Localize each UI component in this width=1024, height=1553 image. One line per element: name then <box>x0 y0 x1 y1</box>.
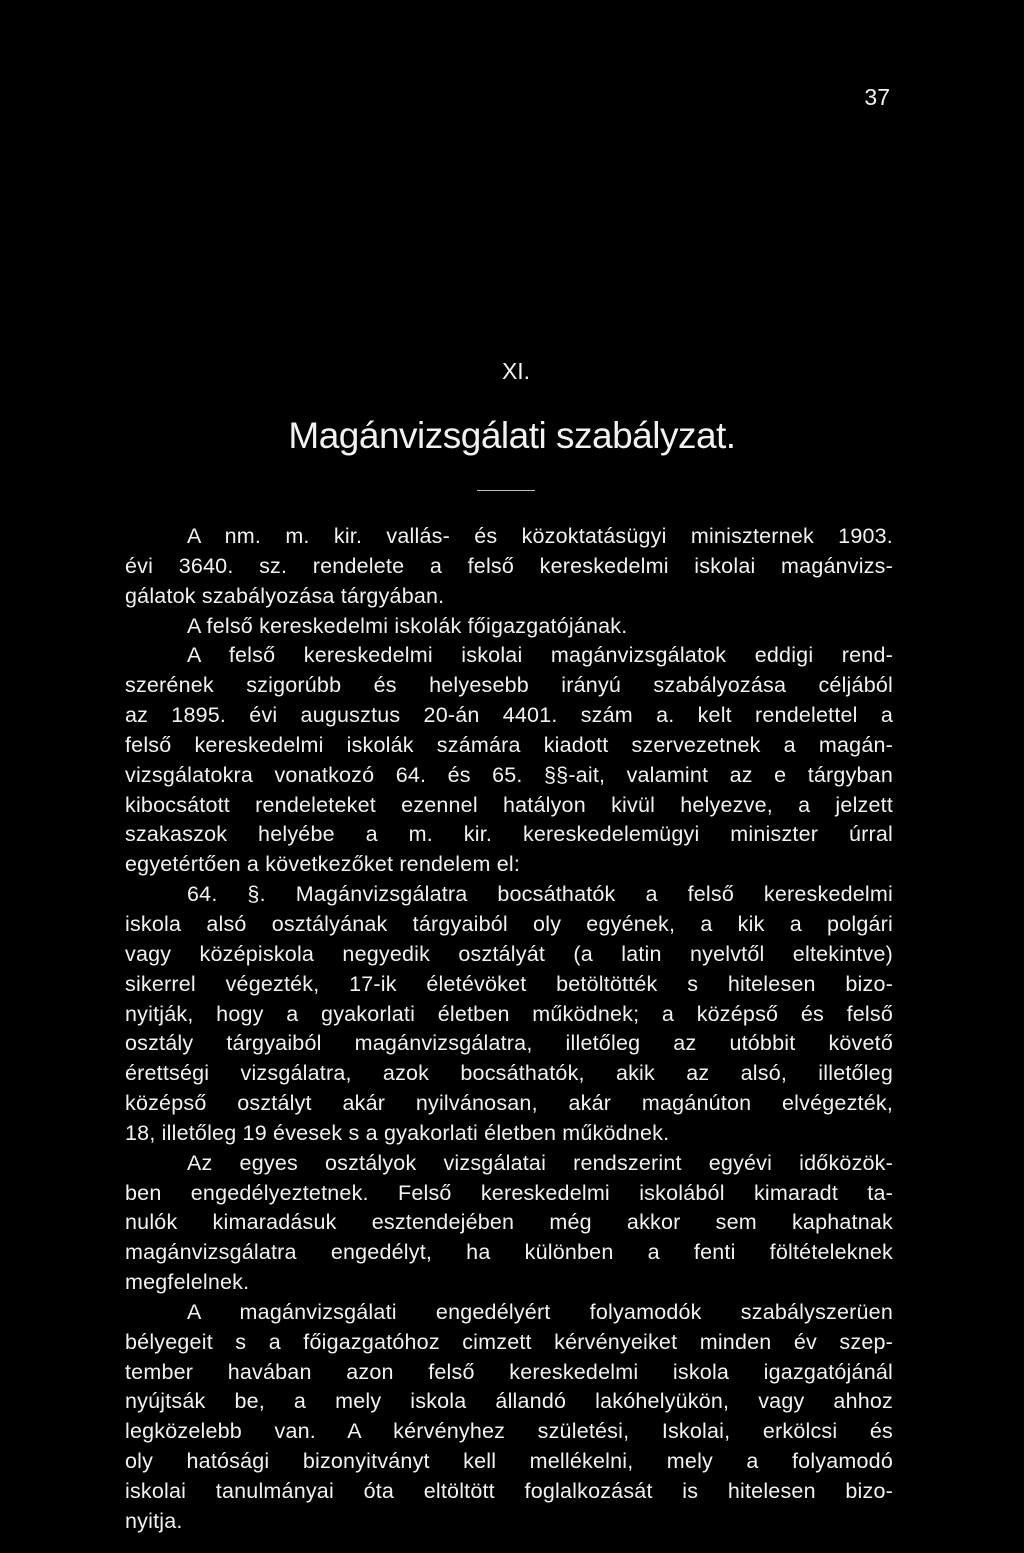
text-line: megfelelnek. <box>125 1270 250 1295</box>
text-line: bélyegeit s a főigazgatóhoz cimzett kérvényeiket minden év szep- <box>125 1329 893 1354</box>
text-line: iskolai tanulmányai óta eltöltött foglalkozását is hitelesen bizo- <box>125 1479 893 1503</box>
text-line: iskola alsó osztályának tárgyaiból oly egyének, a kik a polgári <box>125 911 893 936</box>
text-line: nyújtsák be, a mely iskola állandó lakóhelyükön, vagy ahhoz <box>125 1389 893 1414</box>
text-line: nulók kimaradásuk esztendejében még akkor sem kaphatnak <box>125 1210 893 1235</box>
text-line: tember havában azon felső kereskedelmi iskola igazgatójánál <box>125 1359 893 1384</box>
text-line: nyitják, hogy a gyakorlati életben működnek; a középső és felső <box>125 1001 893 1026</box>
text-line: ben engedélyeztetnek. Felső kereskedelmi iskolából kimaradt ta- <box>125 1180 893 1205</box>
text-line: kibocsátott rendeleteket ezennel hatályon kivül helyezve, a jelzett <box>125 792 893 817</box>
text-line: 18, illetőleg 19 évesek s a gyakorlati életben működnek. <box>125 1120 670 1145</box>
text-line: egyetértően a következőket rendelem el: <box>125 852 521 877</box>
text-line: sikerrel végezték, 17-ik életévöket betöltötték s hitelesen bizo- <box>125 971 893 996</box>
text-line: vizsgálatokra vonatkozó 64. és 65. §§-ait, valamint az e tárgyban <box>125 762 893 787</box>
text-line: szerének szigorúbb és helyesebb irányú szabályozása céljából <box>125 673 893 698</box>
text-line: A nm. m. kir. vallás- és közoktatásügyi miniszternek 1903. <box>187 524 893 548</box>
text-line: gálatok szabályozása tárgyában. <box>125 583 445 608</box>
text-line: nyitja. <box>125 1508 183 1533</box>
text-line: magánvizsgálatra engedélyt, ha különben a fenti föltételeknek <box>125 1240 893 1265</box>
text-line: legközelebb van. A kérvényhez születési, Iskolai, erkölcsi és <box>125 1419 893 1444</box>
page-title: Magánvizsgálati szabályzat. <box>288 415 736 456</box>
text-line: Az egyes osztályok vizsgálatai rendszerint egyévi időközök- <box>187 1150 893 1175</box>
body-text <box>125 522 893 1537</box>
text-line: vagy középiskola negyedik osztályát (a latin nyelvtől eltekintve) <box>125 941 893 966</box>
text-line: A felső kereskedelmi iskolák főigazgatójának. <box>187 613 628 638</box>
text-line: középső osztályt akár nyilvánosan, akár magánúton elvégezték, <box>125 1091 893 1116</box>
text-line: 64. §. Magánvizsgálatra bocsáthatók a felső kereskedelmi <box>187 882 893 907</box>
text-line: A felső kereskedelmi iskolai magánvizsgálatok eddigi rend- <box>187 643 893 668</box>
text-line: A magánvizsgálati engedélyért folyamodók szabályszerüen <box>187 1299 893 1324</box>
section-numeral: XI. <box>501 358 531 384</box>
text-line: az 1895. évi augusztus 20-án 4401. szám a. kelt rendelettel a <box>125 703 893 728</box>
text-line: érettségi vizsgálatra, azok bocsáthatók, akik az alsó, illetőleg <box>125 1061 893 1086</box>
text-line: osztály tárgyaiból magánvizsgálatra, illetőleg az utóbbit követő <box>125 1031 893 1056</box>
text-line: oly hatósági bizonyitványt kell mellékelni, mely a folyamodó <box>125 1449 893 1474</box>
title-divider <box>477 490 535 491</box>
text-line: évi 3640. sz. rendelete a felső kereskedelmi iskolai magánvizs- <box>125 553 893 578</box>
text-line: szakaszok helyébe a m. kir. kereskedelemügyi miniszter úrral <box>125 822 893 847</box>
page-number: 37 <box>864 84 890 110</box>
text-line: felső kereskedelmi iskolák számára kiadott szervezetnek a magán- <box>125 732 893 757</box>
